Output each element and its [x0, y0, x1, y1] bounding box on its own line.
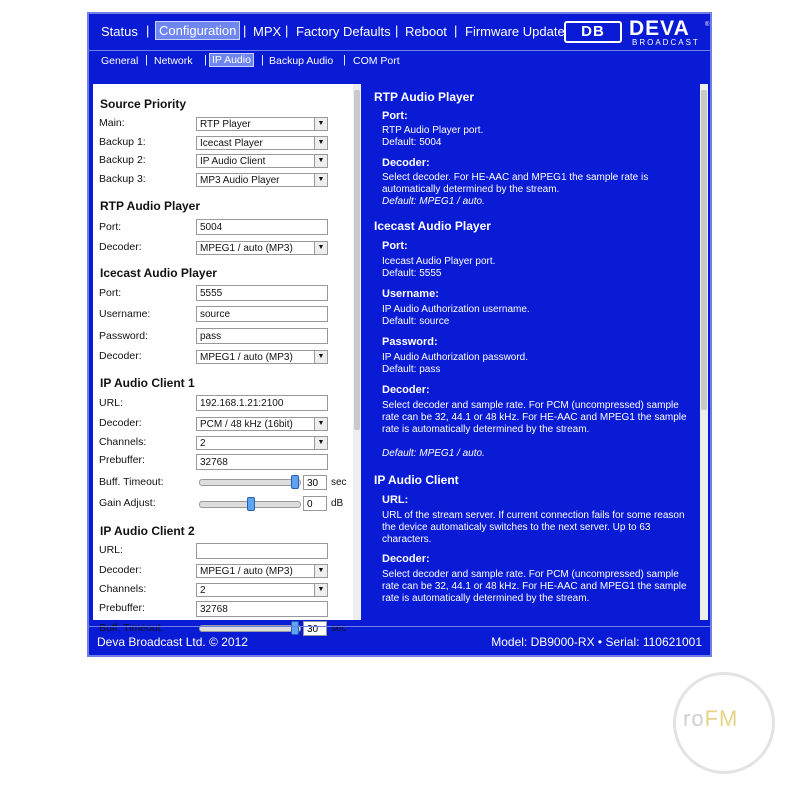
client1-timeout-label: Buff. Timeout:	[99, 476, 164, 488]
client1-decoder-label: Decoder:	[99, 417, 142, 429]
main-source-value: RTP Player	[200, 119, 251, 130]
backup2-select[interactable]	[196, 154, 328, 168]
main-source-select[interactable]	[196, 117, 328, 131]
help-icecast-username-text: IP Audio Authorization username.	[382, 304, 530, 315]
subnav-ip-audio[interactable]: IP Audio	[209, 53, 254, 67]
scrollbar-thumb[interactable]	[354, 90, 360, 430]
help-title-rtp: RTP Audio Player	[374, 90, 475, 104]
section-title-client1: IP Audio Client 1	[100, 376, 195, 390]
icecast-username-label: Username:	[99, 308, 151, 320]
nav-mpx[interactable]: MPX	[253, 24, 282, 39]
rtp-port-input[interactable]: 5004	[196, 219, 328, 235]
client1-timeout-slider[interactable]	[199, 479, 301, 486]
help-rtp-port-default: Default: 5004	[382, 137, 442, 148]
help-client-decoder-text: Select decoder and sample rate. For PCM (uncompressed) sample rate can be 32, 44.1 or 48 kHz. For HE-AAC and MPEG1 the sample rate is automatically determined by the stream.	[382, 569, 687, 604]
nav-separator: |	[285, 23, 289, 38]
help-rtp-port-heading: Port:	[382, 110, 408, 122]
icecast-username-input[interactable]: source	[196, 306, 328, 322]
icecast-decoder-value: MPEG1 / auto (MP3)	[200, 352, 293, 363]
client2-timeout-unit: sec	[331, 623, 347, 634]
backup1-select[interactable]	[196, 136, 328, 150]
dropdown-arrow-icon: ▼	[314, 137, 327, 149]
backup1-value: Icecast Player	[200, 138, 263, 149]
subnav-com-port[interactable]: COM Port	[353, 55, 400, 67]
icecast-password-label: Password:	[99, 330, 149, 342]
backup1-label: Backup 1:	[99, 136, 146, 148]
watermark-text	[683, 706, 738, 732]
client1-url-input[interactable]: 192.168.1.21:2100	[196, 395, 328, 411]
backup2-label: Backup 2:	[99, 154, 146, 166]
help-icecast-port-heading: Port:	[382, 240, 408, 252]
nav-separator: |	[146, 23, 150, 38]
nav-separator: |	[395, 23, 399, 38]
client1-gain-label: Gain Adjust:	[99, 497, 156, 509]
dropdown-arrow-icon: ▼	[314, 418, 327, 430]
nav-firmware-update[interactable]: Firmware Update	[465, 24, 565, 39]
footer-model-serial: Model: DB9000-RX • Serial: 110621001	[491, 635, 702, 649]
logo-db-mark: DB	[564, 21, 622, 43]
client1-url-label: URL:	[99, 397, 123, 409]
help-icecast-password-heading: Password:	[382, 336, 438, 348]
deva-logo	[564, 19, 709, 47]
nav-factory-defaults[interactable]: Factory Defaults	[296, 24, 391, 39]
section-title-rtp: RTP Audio Player	[100, 199, 201, 213]
help-icecast-password-default: Default: pass	[382, 364, 441, 375]
app-window	[87, 12, 712, 657]
backup2-value: IP Audio Client	[200, 156, 266, 167]
dropdown-arrow-icon: ▼	[314, 174, 327, 186]
icecast-decoder-select[interactable]	[196, 350, 328, 364]
logo-tagline: BROADCAST	[632, 38, 700, 47]
main-nav	[89, 14, 710, 48]
client1-channels-select[interactable]	[196, 436, 328, 450]
help-icecast-port-default: Default: 5555	[382, 268, 442, 279]
rtp-decoder-select[interactable]	[196, 241, 328, 255]
client1-gain-unit: dB	[331, 498, 344, 509]
rtp-decoder-value: MPEG1 / auto (MP3)	[200, 243, 293, 254]
help-icecast-decoder-heading: Decoder:	[382, 384, 430, 396]
help-client-url-text: URL of the stream server. If current connection fails for some reason the device automaticaly switches to the next server. Up to 63 characters.	[382, 510, 685, 545]
section-title-source-priority: Source Priority	[100, 97, 187, 111]
client2-decoder-label: Decoder:	[99, 564, 142, 576]
section-title-icecast: Icecast Audio Player	[100, 266, 217, 280]
footer-copyright: Deva Broadcast Ltd. © 2012	[97, 635, 248, 649]
help-client-decoder-heading: Decoder:	[382, 553, 430, 565]
dropdown-arrow-icon: ▼	[314, 118, 327, 130]
subnav-network[interactable]: Network	[154, 55, 193, 67]
settings-form-panel	[93, 84, 361, 635]
help-title-client: IP Audio Client	[374, 473, 459, 487]
nav-status[interactable]: Status	[101, 24, 138, 39]
nav-separator: |	[454, 23, 458, 38]
client1-timeout-unit: sec	[331, 477, 347, 488]
logo-name: DEVA	[629, 17, 690, 40]
main-source-label: Main:	[99, 117, 125, 129]
help-rtp-port-text: RTP Audio Player port.	[382, 125, 484, 136]
scrollbar-thumb[interactable]	[701, 90, 707, 410]
help-rtp-decoder-default: Default: MPEG1 / auto.	[382, 196, 485, 207]
help-panel	[368, 84, 710, 620]
client2-timeout-input[interactable]: 30	[303, 621, 327, 636]
help-rtp-decoder-text: Select decoder. For HE-AAC and MPEG1 the sample rate is automatically determined by the stream.	[382, 172, 649, 195]
client1-channels-label: Channels:	[99, 436, 147, 448]
backup3-value: MP3 Audio Player	[200, 175, 280, 186]
dropdown-arrow-icon: ▼	[314, 351, 327, 363]
client1-prebuffer-label: Prebuffer:	[99, 454, 145, 466]
backup3-label: Backup 3:	[99, 173, 146, 185]
subnav-separator: |	[343, 54, 346, 66]
client2-prebuffer-input[interactable]: 32768	[196, 601, 328, 617]
client2-decoder-select[interactable]	[196, 564, 328, 578]
dropdown-arrow-icon: ▼	[314, 437, 327, 449]
client2-url-label: URL:	[99, 544, 123, 556]
subnav-general[interactable]: General	[101, 55, 139, 67]
client1-gain-slider[interactable]	[199, 501, 301, 508]
subnav-separator: |	[145, 54, 148, 66]
dropdown-arrow-icon: ▼	[314, 242, 327, 254]
form-scrollbar[interactable]	[353, 84, 361, 620]
dropdown-arrow-icon: ▼	[314, 584, 327, 596]
client2-prebuffer-label: Prebuffer:	[99, 602, 145, 614]
icecast-password-input[interactable]: pass	[196, 328, 328, 344]
help-icecast-port-text: Icecast Audio Player port.	[382, 256, 496, 267]
client2-channels-select[interactable]	[196, 583, 328, 597]
client2-timeout-label: Buff. Timeout:	[99, 622, 164, 634]
profm-watermark	[673, 672, 773, 772]
rtp-port-label: Port:	[99, 221, 122, 233]
client2-decoder-value: MPEG1 / auto (MP3)	[200, 566, 293, 577]
icecast-port-label: Port:	[99, 287, 122, 299]
slider-thumb[interactable]	[247, 497, 255, 511]
help-icecast-password-text: IP Audio Authorization password.	[382, 352, 529, 363]
client2-channels-value: 2	[200, 585, 206, 596]
nav-separator: |	[243, 23, 247, 38]
footer	[89, 626, 710, 657]
client1-decoder-value: PCM / 48 kHz (16bit)	[200, 419, 293, 430]
nav-configuration[interactable]: Configuration	[155, 21, 240, 40]
nav-reboot[interactable]: Reboot	[405, 24, 447, 39]
watermark-text-b: FM	[704, 706, 739, 731]
client1-decoder-select[interactable]	[196, 417, 328, 431]
subnav-separator: |	[204, 54, 207, 66]
client1-timeout-input[interactable]: 30	[303, 475, 327, 490]
logo-trademark: ®	[705, 22, 710, 28]
client1-prebuffer-input[interactable]: 32768	[196, 454, 328, 470]
client1-gain-input[interactable]: 0	[303, 496, 327, 511]
backup3-select[interactable]	[196, 173, 328, 187]
help-icecast-username-default: Default: source	[382, 316, 450, 327]
rtp-decoder-label: Decoder:	[99, 241, 142, 253]
help-icecast-decoder-default: Default: MPEG1 / auto.	[382, 448, 485, 459]
client2-url-input[interactable]	[196, 543, 328, 559]
client2-channels-label: Channels:	[99, 583, 147, 595]
section-title-client2: IP Audio Client 2	[100, 524, 195, 538]
icecast-decoder-label: Decoder:	[99, 350, 142, 362]
dropdown-arrow-icon: ▼	[314, 565, 327, 577]
sub-nav	[89, 50, 710, 73]
dropdown-arrow-icon: ▼	[314, 155, 327, 167]
help-client-url-heading: URL:	[382, 494, 409, 506]
client1-channels-value: 2	[200, 438, 206, 449]
help-icecast-decoder-text: Select decoder and sample rate. For PCM (uncompressed) sample rate can be 32, 44.1 or 48 kHz. For HE-AAC and MPEG1 the sample rate is automatically determined by the stream.	[382, 400, 687, 435]
help-icecast-username-heading: Username:	[382, 288, 439, 300]
slider-thumb[interactable]	[291, 475, 299, 489]
help-scrollbar[interactable]	[700, 84, 708, 620]
watermark-text-a: ro	[683, 706, 705, 731]
subnav-backup-audio[interactable]: Backup Audio	[269, 55, 334, 67]
subnav-separator: |	[261, 54, 264, 66]
icecast-port-input[interactable]: 5555	[196, 285, 328, 301]
help-rtp-decoder-heading: Decoder:	[382, 157, 430, 169]
help-title-icecast: Icecast Audio Player	[374, 219, 491, 233]
